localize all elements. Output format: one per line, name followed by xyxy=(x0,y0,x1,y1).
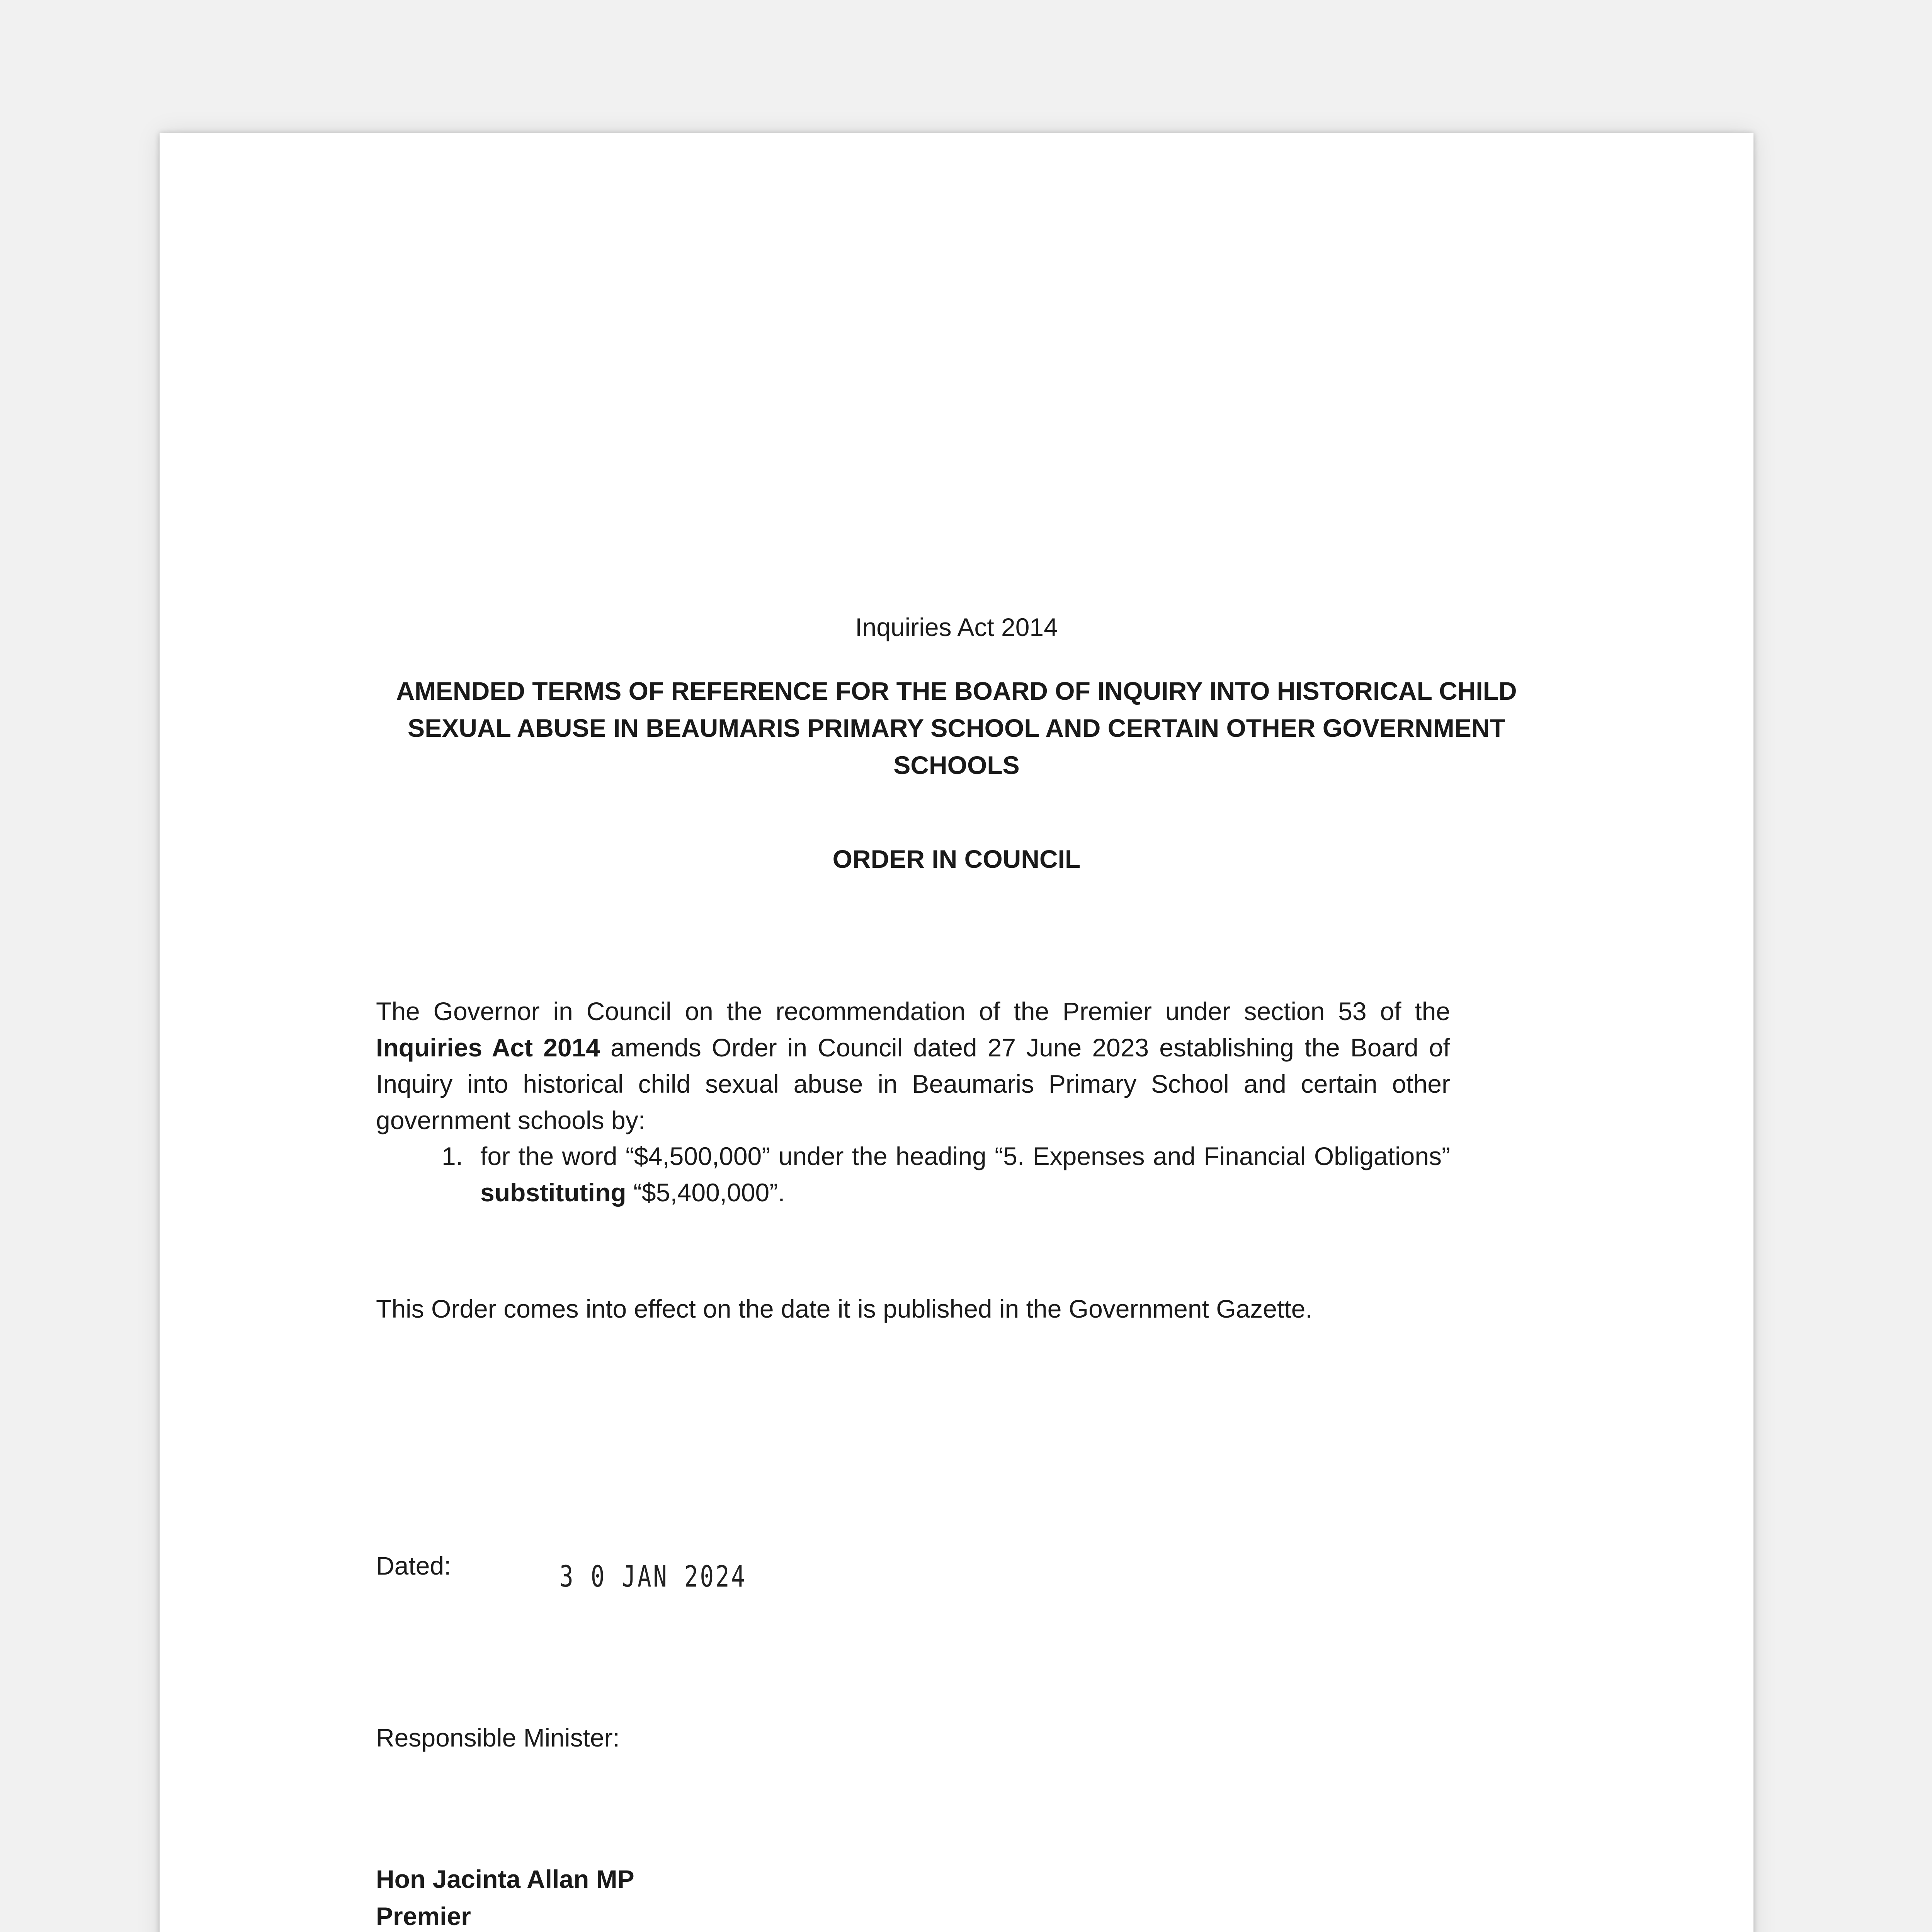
heading-line-3: SCHOOLS xyxy=(893,751,1020,779)
heading-line-2: SEXUAL ABUSE IN BEAUMARIS PRIMARY SCHOOL AND CERTAIN OTHER GOVERNMENT xyxy=(408,714,1505,742)
handwritten-signature xyxy=(1172,1926,1605,1932)
responsible-minister-label: Responsible Minister: xyxy=(376,1723,620,1752)
list-item-value: “$5,400,000”. xyxy=(626,1178,785,1207)
list-item xyxy=(480,1138,1450,1211)
paragraph-rest: amends Order in Council dated 27 June 2023 establishing the Board of Inquiry into historical child sexual abuse in Beaumaris Primary School and certain other government schools by: xyxy=(376,1033,1450,1134)
effect-statement: This Order comes into effect on the date it is published in the Government Gazette. xyxy=(376,1294,1313,1323)
main-paragraph xyxy=(376,993,1450,1138)
act-title: Inquiries Act 2014 xyxy=(855,613,1058,641)
heading-line-1: AMENDED TERMS OF REFERENCE FOR THE BOARD OF INQUIRY INTO HISTORICAL CHILD xyxy=(396,677,1517,705)
date-stamp: 3 0 JAN 2024 xyxy=(560,1559,747,1594)
list-item-number: 1. xyxy=(442,1142,463,1170)
minister-name: Hon Jacinta Allan MP xyxy=(376,1865,634,1893)
list-item-text: for the word “$4,500,000” under the heading “5. Expenses and Financial Obligations” xyxy=(480,1142,1450,1170)
document-page xyxy=(160,133,1753,1932)
paragraph-act-name: Inquiries Act 2014 xyxy=(376,1033,600,1062)
minister-role: Premier xyxy=(376,1902,471,1930)
paragraph-lead: The Governor in Council on the recommendation of the Premier under section 53 of the xyxy=(376,997,1450,1026)
order-heading: ORDER IN COUNCIL xyxy=(832,845,1081,873)
minister-block xyxy=(376,1861,634,1932)
list-item-bold: substituting xyxy=(480,1178,626,1207)
dated-label: Dated: xyxy=(376,1551,451,1580)
document-heading xyxy=(160,672,1753,784)
